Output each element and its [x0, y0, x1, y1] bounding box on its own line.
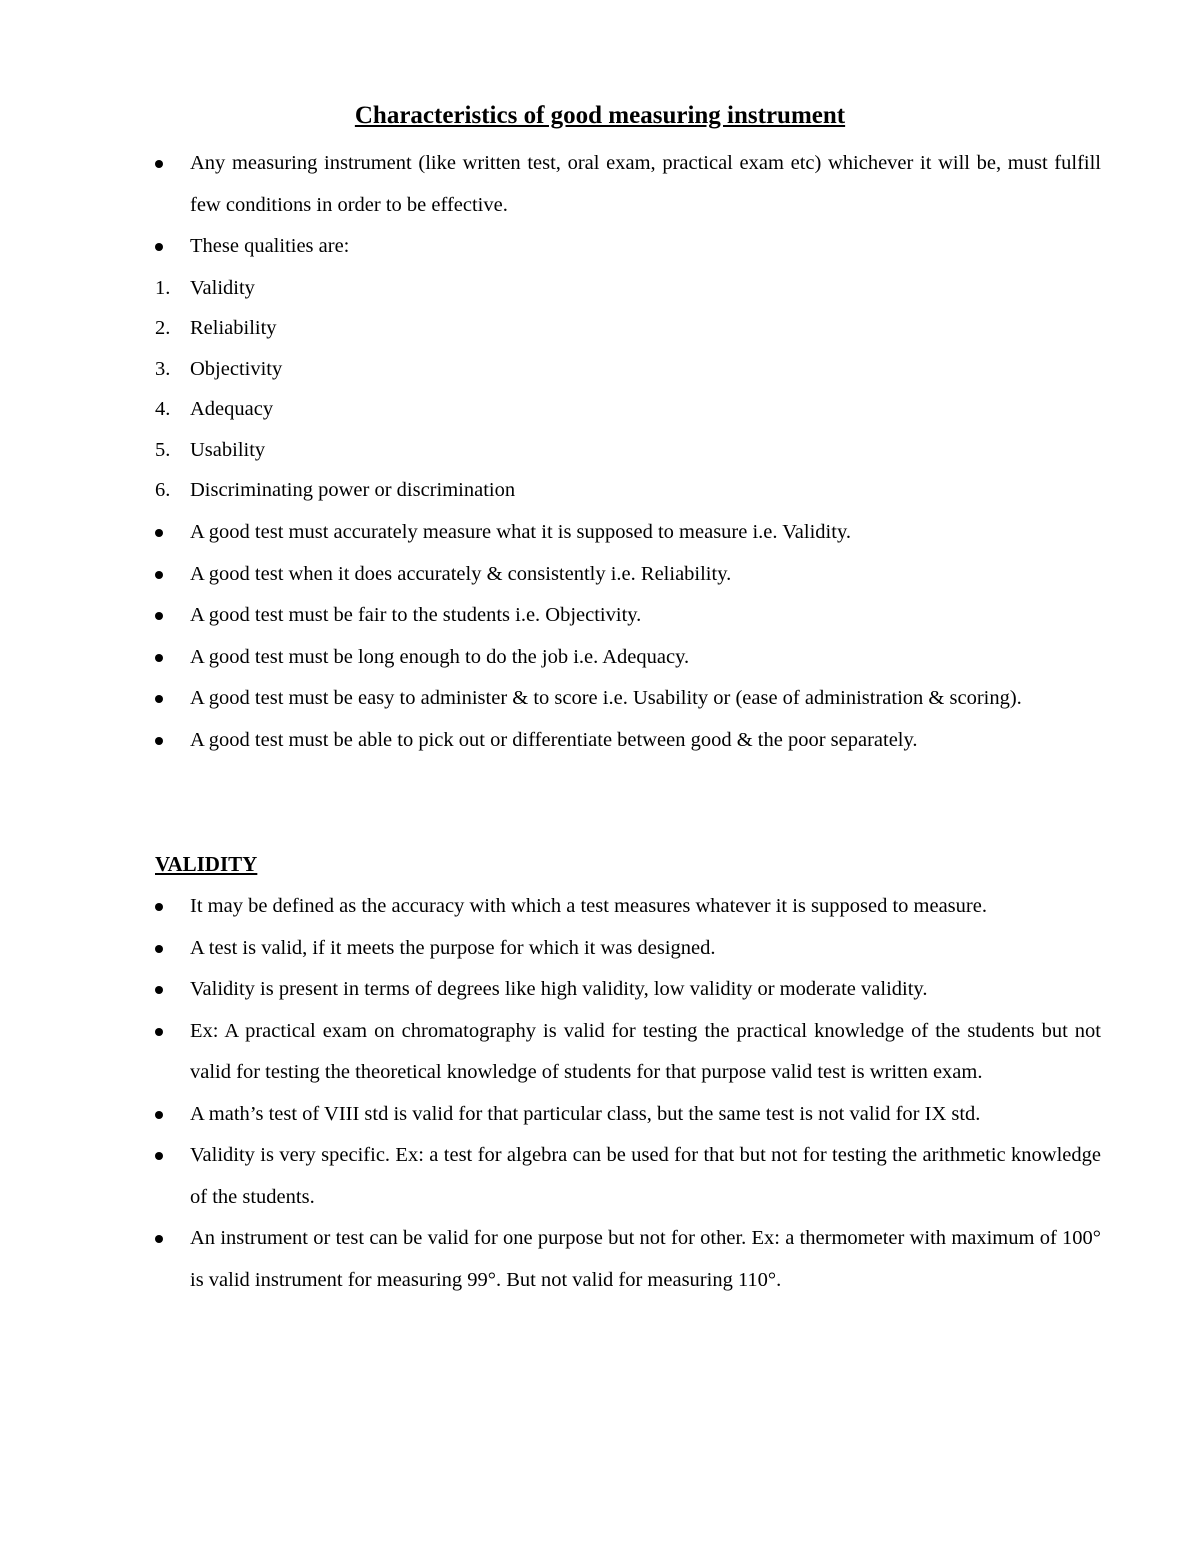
list-item [155, 928, 1101, 970]
section-heading-validity: VALIDITY [155, 852, 258, 876]
bullet-icon [155, 1028, 163, 1036]
list-item-text: These qualities are: [190, 235, 350, 257]
item-number: 6. [155, 479, 171, 501]
intro-list [155, 143, 1101, 511]
list-item-text: An instrument or test can be valid for one purpose but not for other. Ex: a thermometer with maximum of 100° is valid instrument for measuring 99°. But not valid for measuring 110°. [190, 1227, 1101, 1291]
list-item [155, 512, 1101, 554]
bullet-icon [155, 243, 163, 251]
numbered-item [155, 430, 1101, 471]
bullet-icon [155, 986, 163, 994]
numbered-item [155, 268, 1101, 309]
list-item [155, 886, 1101, 928]
list-item [155, 678, 1101, 720]
list-item-text: A good test must be fair to the students i.e. Objectivity. [190, 604, 642, 626]
list-item [155, 554, 1101, 596]
list-item [155, 1094, 1101, 1136]
list-item [155, 1011, 1101, 1094]
numbered-item [155, 308, 1101, 349]
list-item-text: Any measuring instrument (like written test, oral exam, practical exam etc) whichever it will be, must fulfill few conditions in order to be effective. [190, 152, 1101, 216]
list-item-text: A good test must be able to pick out or differentiate between good & the poor separately. [190, 728, 918, 751]
list-item-text: Ex: A practical exam on chromatography is valid for testing the practical knowledge of the students but not valid for testing the theoretical knowledge of students for that purpose valid test is written exam. [190, 1019, 1101, 1083]
bullet-icon [155, 529, 163, 537]
list-item-text: A good test must accurately measure what it is supposed to measure i.e. Validity. [190, 521, 851, 543]
list-item-text: A good test when it does accurately & consistently i.e. Reliability. [190, 562, 732, 585]
list-item-text: Validity is present in terms of degrees like high validity, low validity or moderate validity. [190, 978, 928, 1000]
quality-descriptions-list [155, 512, 1101, 761]
list-item [155, 637, 1101, 679]
item-number: 1. [155, 276, 171, 299]
list-item-text: A good test must be long enough to do the job i.e. Adequacy. [190, 645, 690, 668]
item-text: Adequacy [190, 398, 274, 420]
numbered-item [155, 389, 1101, 430]
list-item-text: It may be defined as the accuracy with which a test measures whatever it is supposed to measure. [190, 895, 987, 917]
list-item-text: A math’s test of VIII std is valid for that particular class, but the same test is not valid for IX std. [190, 1102, 981, 1125]
list-item-text: A test is valid, if it meets the purpose for which it was designed. [190, 936, 716, 959]
numbered-item [155, 470, 1101, 511]
item-text: Validity [190, 276, 255, 299]
item-text: Reliability [190, 317, 277, 339]
bullet-icon [155, 903, 163, 911]
bullet-icon [155, 737, 163, 745]
bullet-icon [155, 612, 163, 620]
bullet-icon [155, 695, 163, 703]
list-item-text: Validity is very specific. Ex: a test for algebra can be used for that but not for testing the arithmetic knowledge of the students. [190, 1144, 1101, 1208]
qualities-list [155, 268, 1101, 511]
item-text: Objectivity [190, 357, 283, 380]
bullet-icon [155, 1111, 163, 1119]
list-item [155, 720, 1101, 762]
validity-list [155, 886, 1101, 1301]
page-title: Characteristics of good measuring instrument [354, 102, 846, 129]
item-number: 2. [155, 317, 171, 339]
bullet-icon [155, 571, 163, 579]
item-number: 5. [155, 438, 171, 461]
list-item [155, 969, 1101, 1011]
list-item [155, 595, 1101, 637]
item-text: Discriminating power or discrimination [190, 479, 516, 501]
list-item [155, 226, 1101, 511]
bullet-icon [155, 1235, 163, 1243]
list-item [155, 1135, 1101, 1218]
item-number: 3. [155, 357, 171, 380]
numbered-item [155, 349, 1101, 390]
list-item [155, 1218, 1101, 1301]
bullet-icon [155, 945, 163, 953]
list-item-text: A good test must be easy to administer & to score i.e. Usability or (ease of administration & scoring). [190, 687, 1022, 709]
item-text: Usability [190, 438, 266, 461]
list-item [155, 143, 1101, 226]
bullet-icon [155, 160, 163, 168]
item-number: 4. [155, 398, 171, 420]
bullet-icon [155, 1152, 163, 1160]
bullet-icon [155, 654, 163, 662]
